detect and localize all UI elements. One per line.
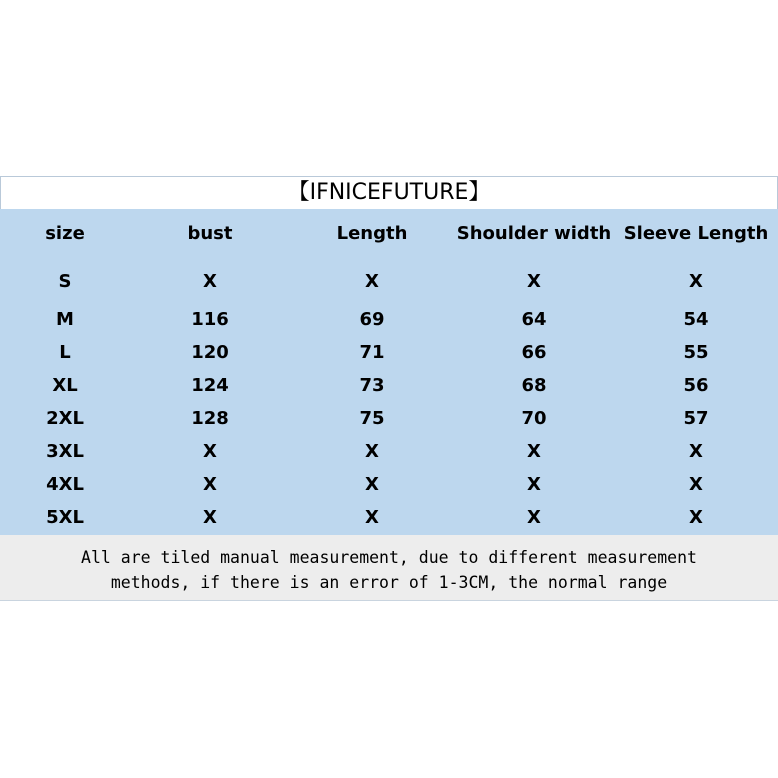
- header-bust: bust: [187, 223, 233, 244]
- cell-length: X: [365, 441, 379, 462]
- cell-size: 4XL: [46, 474, 84, 495]
- cell-length: 75: [359, 408, 385, 429]
- cell-sleeve-length: 54: [683, 309, 709, 330]
- cell-bust: 128: [191, 408, 229, 429]
- cell-size: 5XL: [46, 507, 84, 528]
- cell-sleeve-length: X: [689, 441, 703, 462]
- cell-shoulder-width: X: [527, 507, 541, 528]
- cell-shoulder-width: X: [527, 441, 541, 462]
- cell-bust: X: [203, 441, 217, 462]
- cell-bust: X: [203, 474, 217, 495]
- cell-size: M: [56, 309, 74, 330]
- header-sleeve-length: Sleeve Length: [623, 223, 769, 244]
- cell-bust: 116: [191, 309, 229, 330]
- header-size: size: [45, 223, 85, 244]
- cell-shoulder-width: X: [527, 474, 541, 495]
- cell-shoulder-width: 70: [521, 408, 547, 429]
- cell-size: L: [59, 342, 71, 363]
- cell-bust: X: [203, 271, 217, 292]
- size-chart: [0, 176, 778, 602]
- cell-size: 3XL: [46, 441, 84, 462]
- note-line-1: All are tiled manual measurement, due to different measurement: [81, 548, 697, 567]
- chart-title: 【IFNICEFUTURE】: [0, 176, 778, 210]
- header-length: Length: [336, 223, 408, 244]
- cell-length: X: [365, 474, 379, 495]
- note-line-2: methods, if there is an error of 1-3CM, the normal range: [110, 573, 668, 592]
- cell-bust: 124: [191, 375, 229, 396]
- cell-sleeve-length: X: [689, 271, 703, 292]
- cell-length: 69: [359, 309, 385, 330]
- cell-bust: X: [203, 507, 217, 528]
- cell-size: XL: [52, 375, 78, 396]
- cell-size: S: [58, 271, 72, 292]
- cell-shoulder-width: 66: [521, 342, 547, 363]
- cell-sleeve-length: 56: [683, 375, 709, 396]
- measurement-note: [0, 535, 778, 601]
- cell-shoulder-width: X: [527, 271, 541, 292]
- cell-length: 71: [359, 342, 385, 363]
- cell-shoulder-width: 64: [521, 309, 547, 330]
- cell-sleeve-length: X: [689, 474, 703, 495]
- cell-length: X: [365, 271, 379, 292]
- cell-shoulder-width: 68: [521, 375, 547, 396]
- header-shoulder-width: Shoulder width: [456, 223, 612, 244]
- cell-sleeve-length: 57: [683, 408, 709, 429]
- cell-bust: 120: [191, 342, 229, 363]
- cell-length: X: [365, 507, 379, 528]
- cell-length: 73: [359, 375, 385, 396]
- cell-sleeve-length: X: [689, 507, 703, 528]
- cell-sleeve-length: 55: [683, 342, 709, 363]
- size-table: [0, 209, 778, 535]
- cell-size: 2XL: [46, 408, 84, 429]
